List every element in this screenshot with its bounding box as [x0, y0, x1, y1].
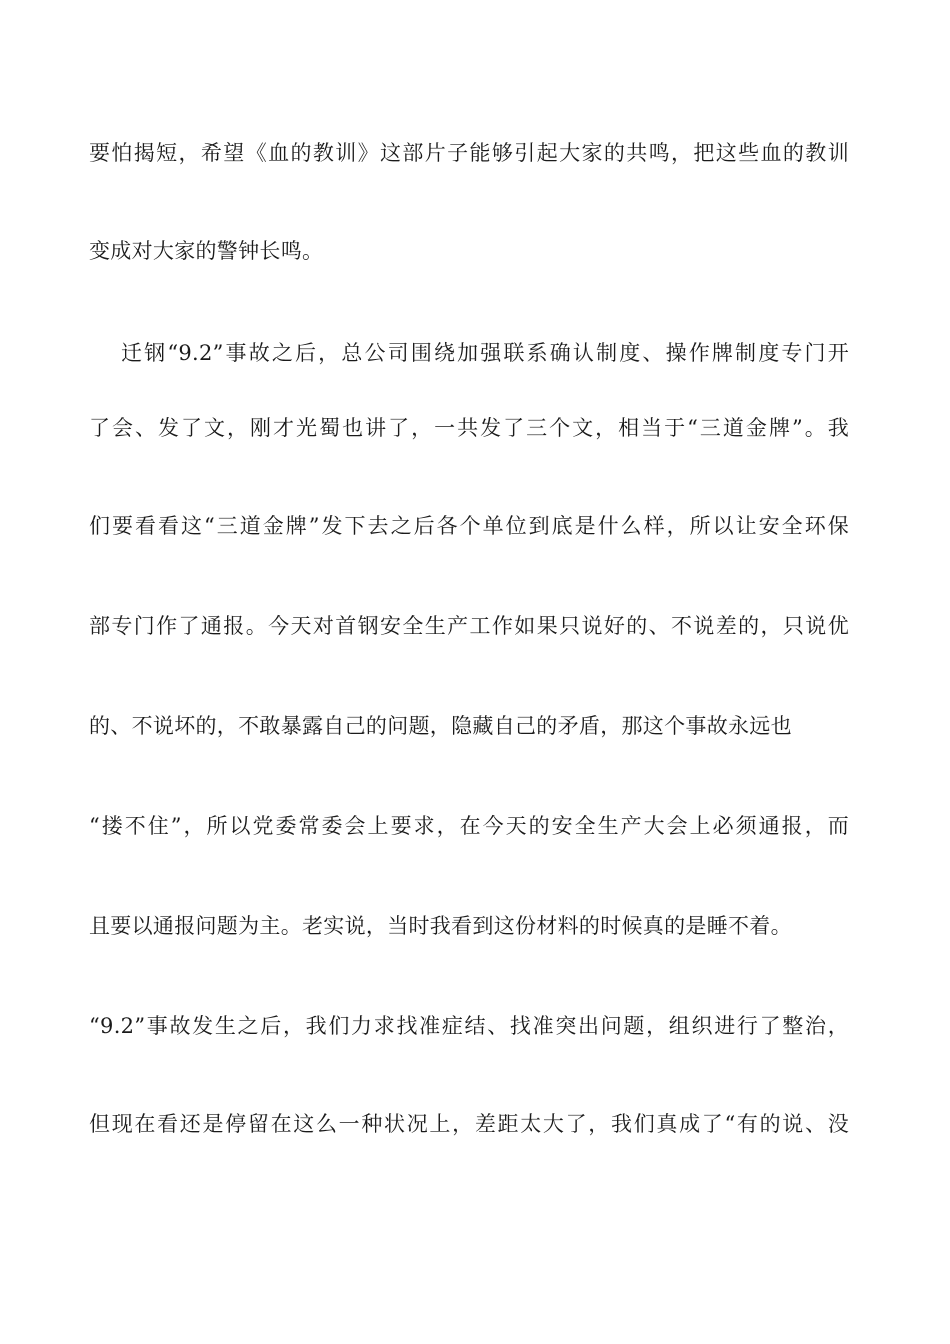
text-line-7: 的、不说坏的，不敢暴露自己的问题，隐藏自己的矛盾，那这个事故永远也: [89, 714, 792, 738]
text-line-2: 变成对大家的警钟长鸣。: [89, 239, 324, 263]
text-line-1: 要怕揭短，希望《血的教训》这部片子能够引起大家的共鸣，把这些血的教训: [89, 141, 849, 165]
text-line-3: 迁钢“9.2”事故之后，总公司围绕加强联系确认制度、操作牌制度专门开: [121, 341, 849, 365]
text-line-10: “9.2”事故发生之后，我们力求找准症结、找准突出问题，组织进行了整治，: [89, 1014, 849, 1038]
text-line-9: 且要以通报问题为主。老实说，当时我看到这份材料的时候真的是睡不着。: [89, 914, 792, 938]
text-line-6: 部专门作了通报。今天对首钢安全生产工作如果只说好的、不说差的，只说优: [89, 614, 849, 638]
text-line-8: “搂不住”，所以党委常委会上要求，在今天的安全生产大会上必须通报，而: [89, 814, 849, 838]
text-line-5: 们要看看这“三道金牌”发下去之后各个单位到底是什么样，所以让安全环保: [89, 514, 849, 538]
text-line-4: 了会、发了文，刚才光蜀也讲了，一共发了三个文，相当于“三道金牌”。我: [89, 416, 849, 440]
text-line-11: 但现在看还是停留在这么一种状况上，差距太大了，我们真成了“有的说、没: [89, 1112, 849, 1136]
